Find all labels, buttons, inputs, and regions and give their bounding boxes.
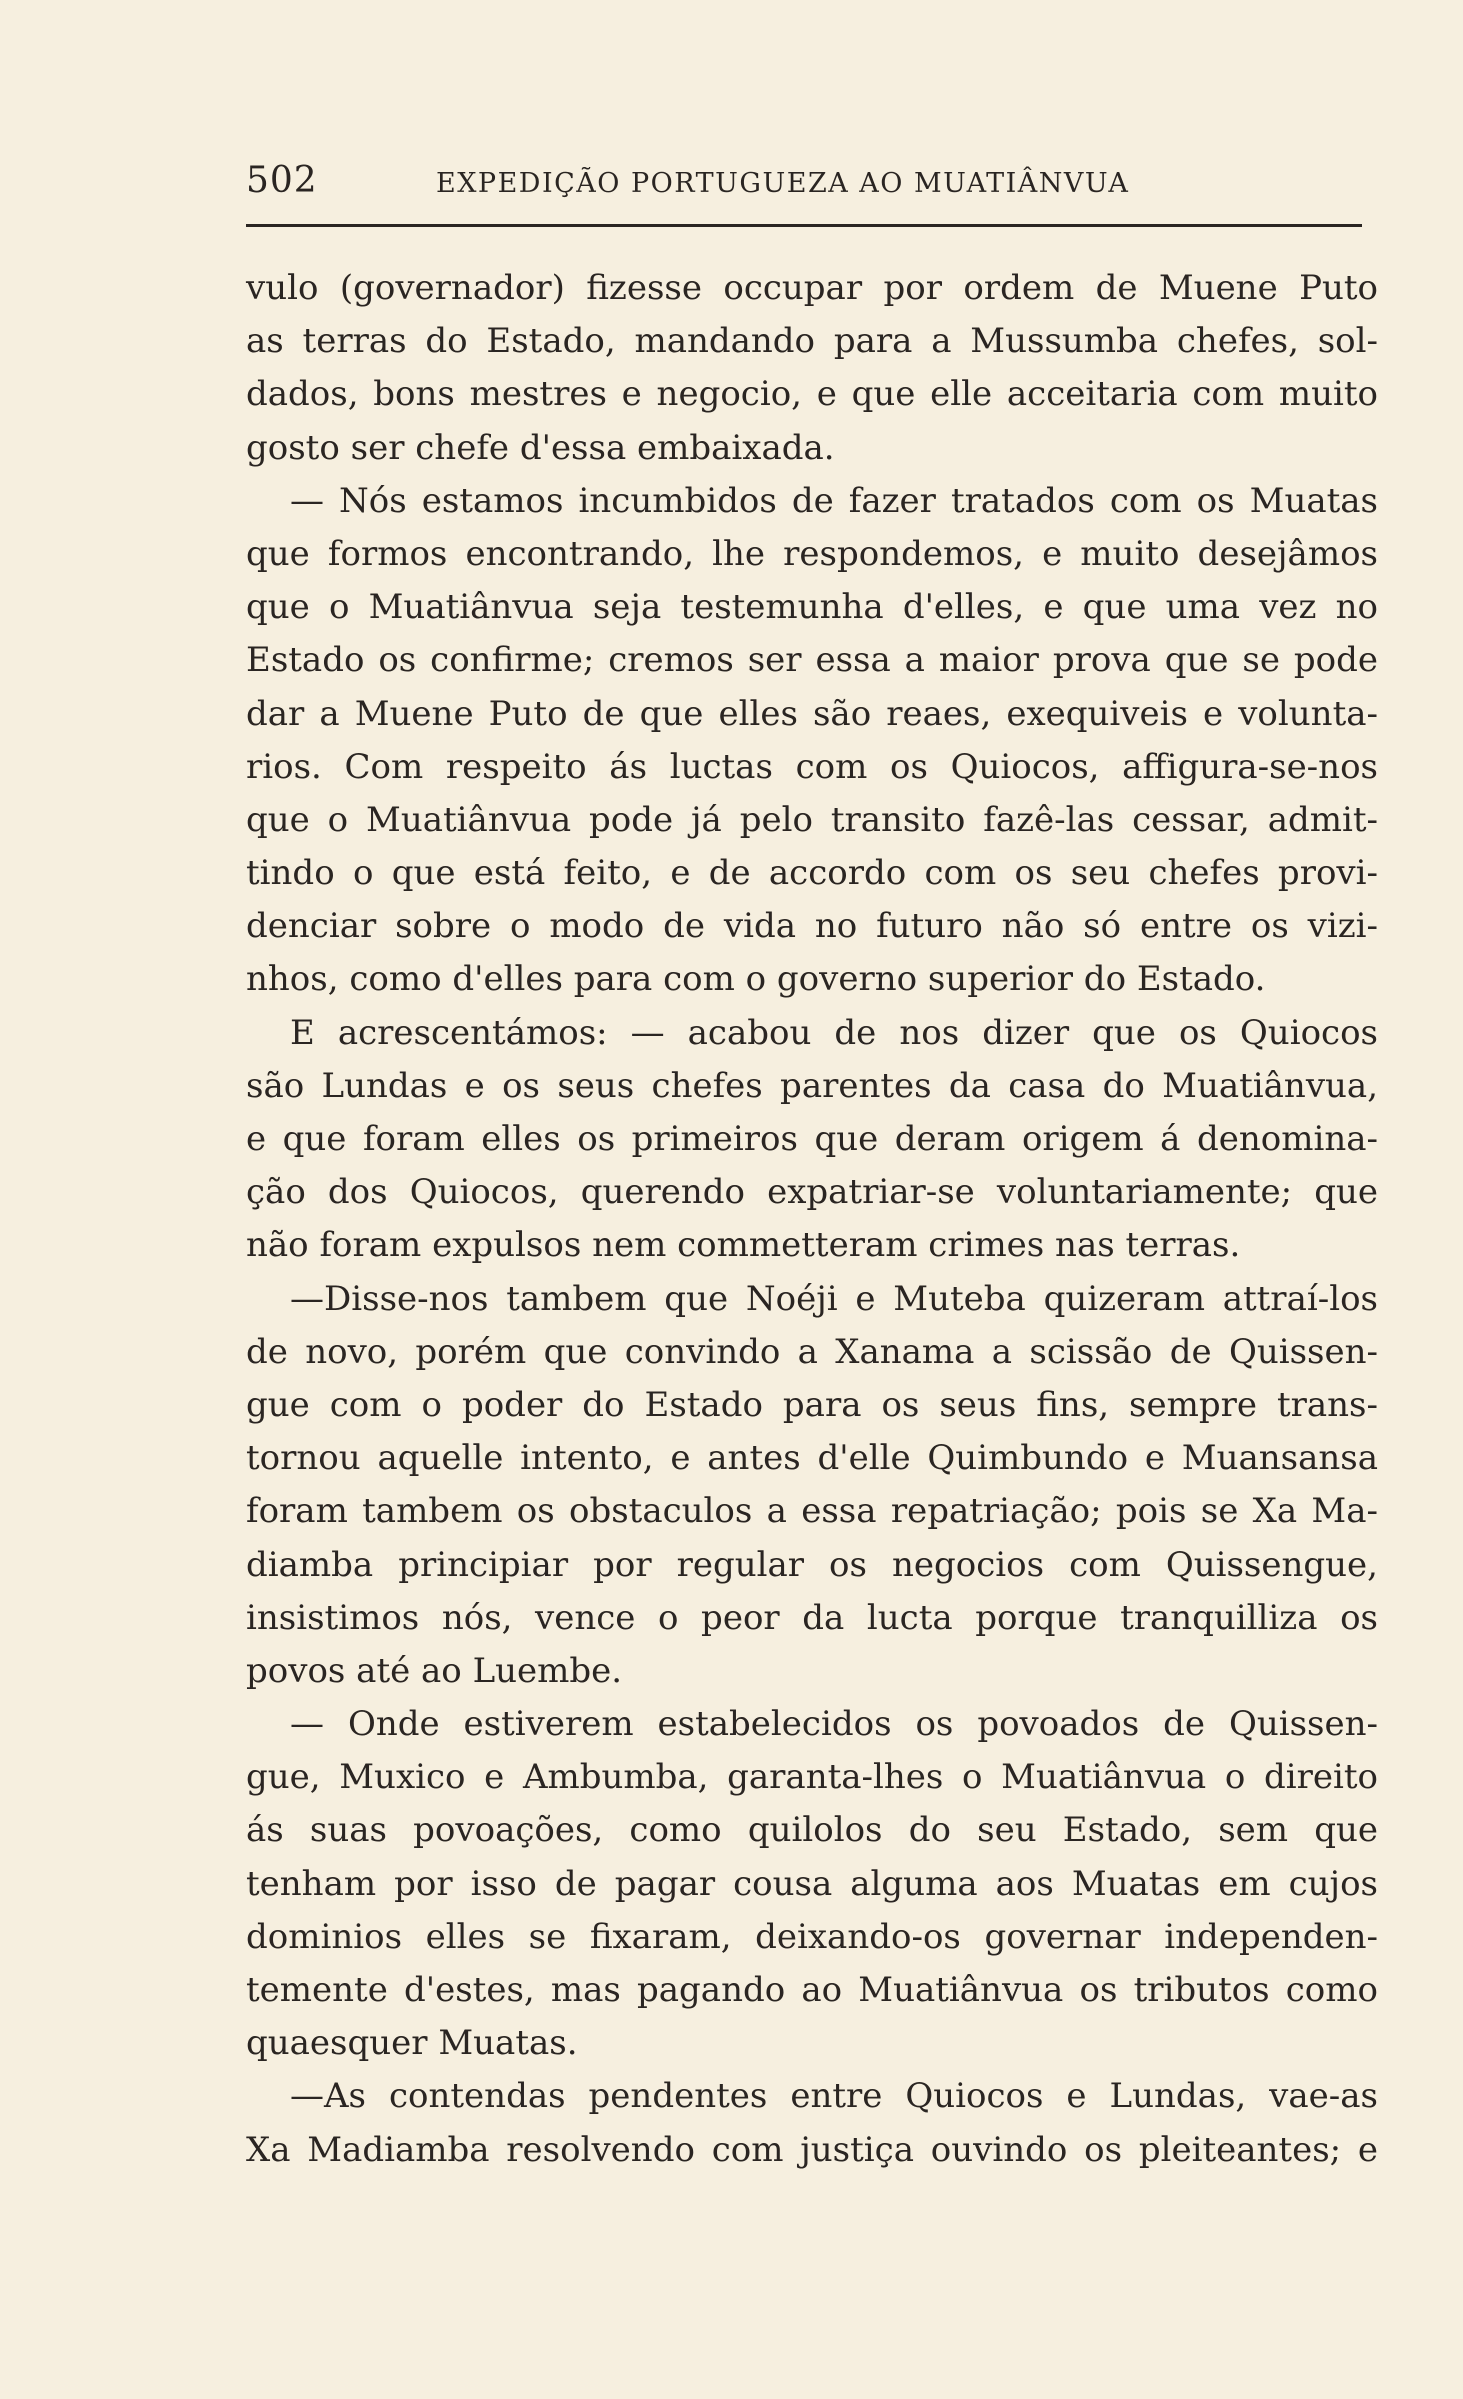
text-line: dominios elles se fixaram, deixando-os governar independen- bbox=[246, 1916, 1378, 1957]
text-line: quaesquer Muatas. bbox=[246, 2023, 578, 2064]
text-line: rios. Com respeito ás luctas com os Quiocos, affigura-se-nos bbox=[246, 746, 1378, 787]
text-line: E acrescentámos: — acabou de nos dizer que os Quiocos bbox=[290, 1012, 1378, 1053]
text-line: tornou aquelle intento, e antes d'elle Quimbundo e Muansansa bbox=[246, 1438, 1378, 1479]
text-line: foram tambem os obstaculos a essa repatriação; pois se Xa Ma- bbox=[246, 1491, 1378, 1532]
text-line: e que foram elles os primeiros que deram origem á denomina- bbox=[246, 1119, 1378, 1159]
text-line: dar a Muene Puto de que elles são reaes, exequiveis e volunta- bbox=[246, 693, 1378, 734]
text-line: são Lundas e os seus chefes parentes da casa do Muatiânvua, bbox=[246, 1065, 1378, 1106]
text-line: tindo o que está feito, e de accordo com os seu chefes provi- bbox=[246, 853, 1378, 894]
text-line: Xa Madiamba resolvendo com justiça ouvindo os pleiteantes; e bbox=[246, 2129, 1378, 2170]
text-line: gue com o poder do Estado para os seus fins, sempre trans- bbox=[246, 1384, 1378, 1425]
page-header bbox=[246, 160, 1366, 206]
text-line: gosto ser chefe d'essa embaixada. bbox=[246, 427, 835, 468]
text-line: —Disse-nos tambem que Noéji e Muteba quizeram attraí-los bbox=[290, 1278, 1378, 1319]
text-line: que formos encontrando, lhe respondemos, e muito desejâmos bbox=[246, 533, 1378, 574]
text-line: Estado os confirme; cremos ser essa a maior prova que se pode bbox=[246, 640, 1378, 681]
text-line: — Nós estamos incumbidos de fazer tratados com os Muatas bbox=[290, 480, 1378, 521]
text-line: nhos, como d'elles para com o governo superior do Estado. bbox=[246, 959, 1266, 1000]
text-line: — Onde estiverem estabelecidos os povoados de Quissen- bbox=[290, 1704, 1378, 1745]
text-line: que o Muatiânvua seja testemunha d'elles, e que uma vez no bbox=[246, 587, 1378, 628]
text-line: não foram expulsos nem commetteram crimes nas terras. bbox=[246, 1225, 1241, 1266]
body-text bbox=[246, 262, 1378, 2177]
text-line: —As contendas pendentes entre Quiocos e Lundas, vae-as bbox=[290, 2076, 1378, 2117]
page-number: 502 bbox=[246, 160, 318, 201]
text-line: insistimos nós, vence o peor da lucta porque tranquilliza os bbox=[246, 1597, 1378, 1638]
text-line: diamba principiar por regular os negocios com Quissengue, bbox=[246, 1544, 1378, 1585]
text-line: denciar sobre o modo de vida no futuro não só entre os vizi- bbox=[246, 906, 1378, 947]
text-line: vulo (governador) fizesse occupar por ordem de Muene Puto bbox=[246, 268, 1378, 308]
text-line: as terras do Estado, mandando para a Mussumba chefes, sol- bbox=[246, 321, 1378, 362]
text-line: gue, Muxico e Ambumba, garanta-lhes o Muatiânvua o direito bbox=[246, 1757, 1378, 1798]
text-line: dados, bons mestres e negocio, e que elle acceitaria com muito bbox=[246, 374, 1378, 415]
text-line: tenham por isso de pagar cousa alguma aos Muatas em cujos bbox=[246, 1863, 1378, 1904]
text-line: de novo, porém que convindo a Xanama a scissão de Quissen- bbox=[246, 1331, 1378, 1372]
running-title: EXPEDIÇÃO PORTUGUEZA AO MUATIÂNVUA bbox=[436, 168, 1130, 199]
text-line: ás suas povoações, como quilolos do seu Estado, sem que bbox=[246, 1810, 1378, 1851]
header-rule bbox=[246, 224, 1362, 227]
text-line: que o Muatiânvua pode já pelo transito fazê-las cessar, admit- bbox=[246, 799, 1378, 840]
text-line: ção dos Quiocos, querendo expatriar-se voluntariamente; que bbox=[246, 1172, 1378, 1213]
text-line: temente d'estes, mas pagando ao Muatiânvua os tributos como bbox=[246, 1970, 1378, 2010]
text-line: povos até ao Luembe. bbox=[246, 1650, 623, 1691]
